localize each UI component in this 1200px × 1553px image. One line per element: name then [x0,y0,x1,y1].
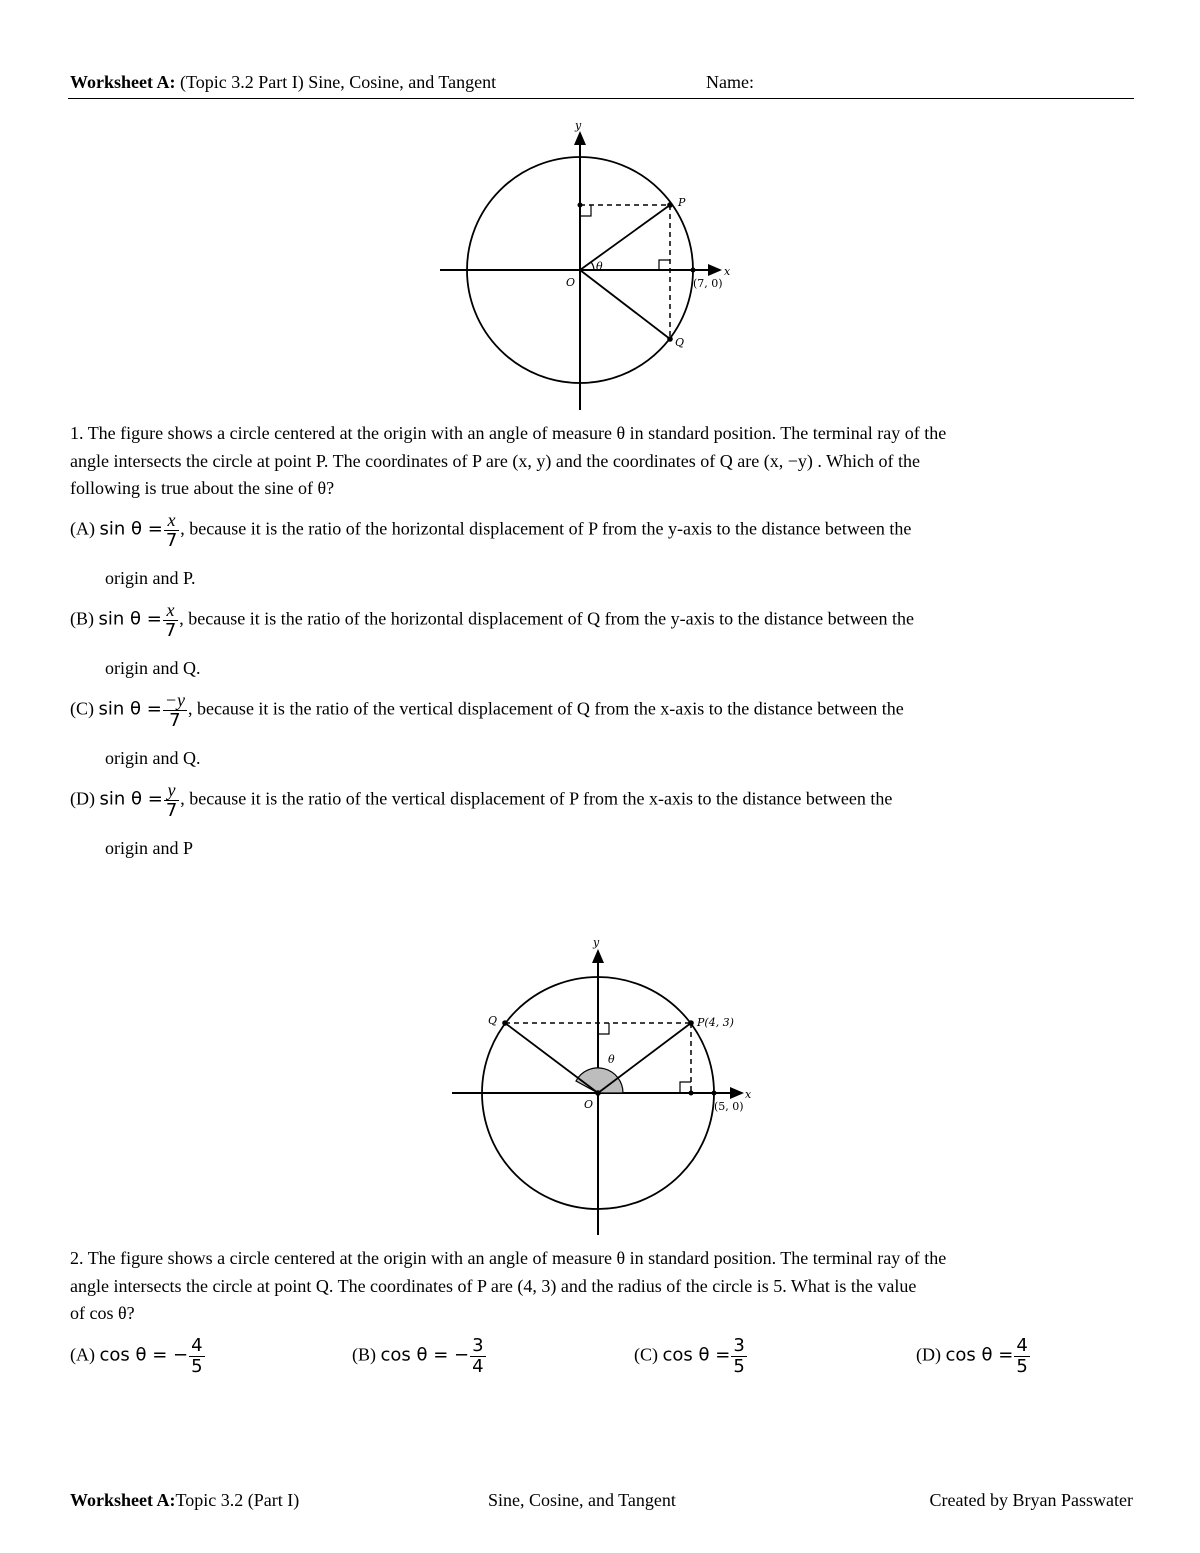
q1-choice-b-cont: origin and Q. [105,658,201,678]
axis-y-label: y [575,119,582,132]
fraction: $\frac{x}{7}$ [165,510,178,551]
point-q-label: Q [675,336,685,349]
radius-point-label: (7, 0) [693,277,723,290]
point-p-dot [688,1020,694,1026]
angle-label: θ [596,260,603,273]
axis-y-label: y [593,936,600,949]
point-p-label: P(4, 3) [697,1016,734,1029]
question-1 [70,420,1135,503]
q2-choice-b[interactable]: (B) cos θ = − $\frac{3}{4}$ [352,1335,484,1377]
origin-label: O [566,276,576,289]
radius-point-label: (5, 0) [714,1100,744,1113]
worksheet-title: Worksheet A: (Topic 3.2 Part I) Sine, Cosine, and Tangent [70,72,497,92]
point-q-dot [667,336,673,342]
q1-choice-c-cont: origin and Q. [105,748,201,768]
fraction: $\frac{4}{5}$ [191,1335,203,1377]
radius-point-dot [691,268,696,273]
question-1-line-3: following is true about the sine of θ? [70,478,335,498]
x-foot-dot [689,1091,694,1096]
page-header [70,72,1133,98]
q2-choice-c[interactable]: (C) cos θ = $\frac{3}{5}$ [634,1335,745,1377]
fraction: $\frac{4}{5}$ [1016,1335,1028,1377]
q1-choice-a[interactable]: (A) sin θ = $\frac{x}{7}$ , because it is the ratio of the horizontal displacement of P from the y-axis to the distance between the [70,510,912,551]
fraction: $\frac{x}{7}$ [164,600,177,641]
radius-point-dot [712,1091,717,1096]
q1-choice-c[interactable]: (C) sin θ = $\frac{-y}{7}$ , because it is the ratio of the vertical displacement of Q from the x-axis to the distance between the [70,690,904,731]
q1-choice-d-cont: origin and P [105,838,193,858]
q1-choice-a-cont: origin and P. [105,568,196,588]
footer-right: Created by Bryan Passwater [929,1490,1133,1510]
question-2 [70,1245,1135,1328]
figure-1-unit-circle [430,115,740,415]
question-2-line-3: of cos θ? [70,1303,135,1323]
question-1-line-1: 1. The figure shows a circle centered at the origin with an angle of measure θ in standard position. The terminal ray of the [70,423,947,443]
right-angle-mark-top [598,1023,609,1034]
question-2-line-1: 2. The figure shows a circle centered at the origin with an angle of measure θ in standard position. The terminal ray of the [70,1248,947,1268]
fraction: $\frac{y}{7}$ [165,780,178,821]
right-angle-mark-bottom [659,260,670,270]
fraction: $\frac{3}{5}$ [733,1335,745,1377]
question-2-line-2: angle intersects the circle at point Q. The coordinates of P are (4, 3) and the radius of the circle is 5. What is the value [70,1275,917,1296]
ray-oq [580,270,670,339]
q1-choice-b[interactable]: (B) sin θ = $\frac{x}{7}$ , because it is the ratio of the horizontal displacement of Q from the y-axis to the distance between the [70,600,915,641]
axis-x-label: x [724,265,731,278]
footer-left: Worksheet A: Topic 3.2 (Part I) [70,1490,300,1510]
q1-choice-d[interactable]: (D) sin θ = $\frac{y}{7}$ , because it is the ratio of the vertical displacement of P from the x-axis to the distance between the [70,780,893,821]
name-label: Name: [706,72,754,92]
angle-arc [591,262,594,270]
q2-choice-d[interactable]: (D) cos θ = $\frac{4}{5}$ [916,1335,1028,1377]
y-intercept-dot [578,203,583,208]
header-divider [68,98,1134,99]
figure-2-unit-circle [440,935,760,1240]
point-p-dot [667,202,673,208]
point-q-dot [502,1020,508,1026]
fraction: $\frac{3}{4}$ [472,1335,484,1377]
q2-choice-a[interactable]: (A) cos θ = − $\frac{4}{5}$ [70,1335,203,1377]
fraction: $\frac{-y}{7}$ [164,690,185,731]
origin-dot [595,1090,601,1096]
question-1-line-2: angle intersects the circle at point P. The coordinates of P are (x, y) and the coordinates of Q are (x, −y) . Which of the [70,450,921,471]
axis-x-label: x [745,1088,752,1101]
point-p-label: P [678,196,686,209]
footer-center: Sine, Cosine, and Tangent [488,1490,676,1510]
point-q-label: Q [488,1014,498,1027]
ray-op [580,205,670,270]
ray-oq [505,1023,598,1093]
origin-label: O [584,1098,594,1111]
angle-label: θ [608,1053,615,1066]
